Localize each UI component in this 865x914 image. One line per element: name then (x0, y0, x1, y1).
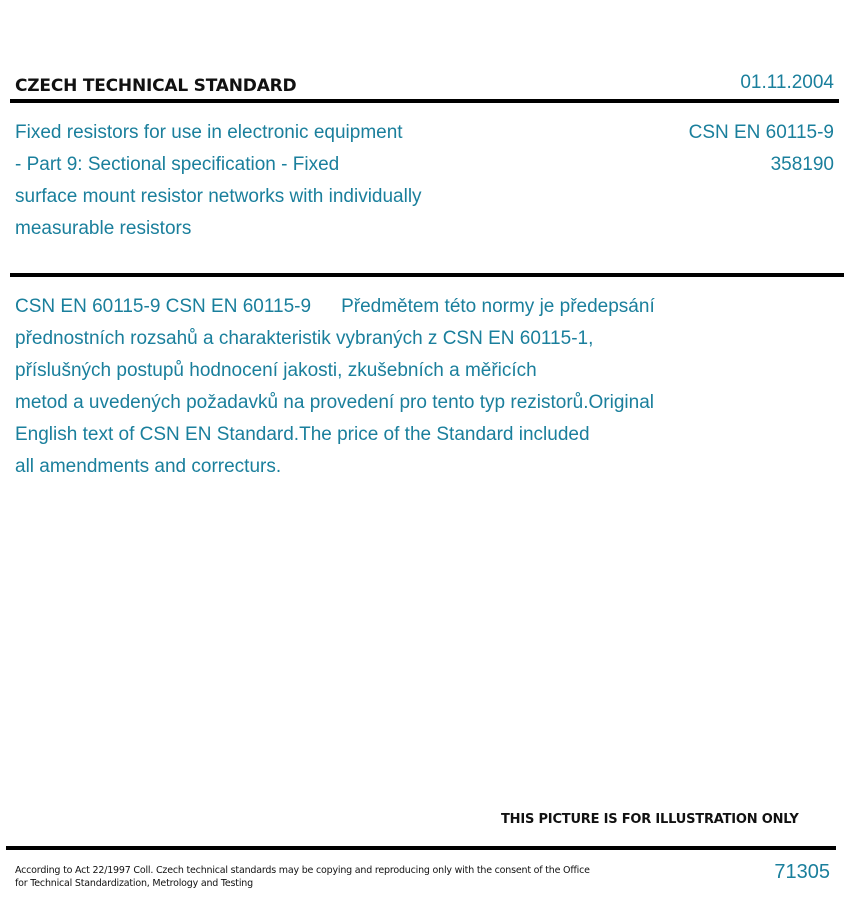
legal-line: According to Act 22/1997 Coll. Czech technical standards may be copying and reproducing only with the consent of the Office (15, 865, 590, 876)
title-line: - Part 9: Sectional specification - Fixed (15, 154, 340, 175)
description-line: all amendments and correcturs. (15, 456, 282, 477)
standard-description (15, 291, 775, 483)
document-type-label: CZECH TECHNICAL STANDARD (15, 76, 297, 96)
title-line: measurable resistors (15, 218, 192, 239)
standard-code: CSN EN 60115-9 (688, 122, 834, 143)
illustration-note: THIS PICTURE IS FOR ILLUSTRATION ONLY (501, 812, 799, 827)
description-lead: CSN EN 60115-9 CSN EN 60115-9 (15, 296, 312, 317)
page-code: 71305 (774, 861, 830, 883)
standard-codes (689, 117, 834, 181)
description-line: přednostních rozsahů a charakteristik vybraných z CSN EN 60115-1, (15, 328, 594, 349)
standard-title (15, 117, 515, 245)
section-divider (10, 273, 844, 277)
description-line: příslušných postupů hodnocení jakosti, zkušebních a měřicích (15, 360, 537, 381)
legal-line: for Technical Standardization, Metrology and Testing (15, 878, 253, 889)
description-line (15, 291, 775, 323)
publication-date: 01.11.2004 (740, 72, 834, 93)
title-line: Fixed resistors for use in electronic equipment (15, 122, 403, 143)
legal-notice (15, 864, 595, 890)
footer-divider (6, 846, 836, 850)
header-divider (10, 99, 839, 103)
description-line: English text of CSN EN Standard.The price of the Standard included (15, 424, 590, 445)
title-line: surface mount resistor networks with individually (15, 186, 422, 207)
description-text: Předmětem této normy je předepsání (341, 296, 655, 317)
description-line: metod a uvedených požadavků na provedení pro tento typ rezistorů.Original (15, 392, 654, 413)
class-number: 358190 (770, 154, 834, 175)
